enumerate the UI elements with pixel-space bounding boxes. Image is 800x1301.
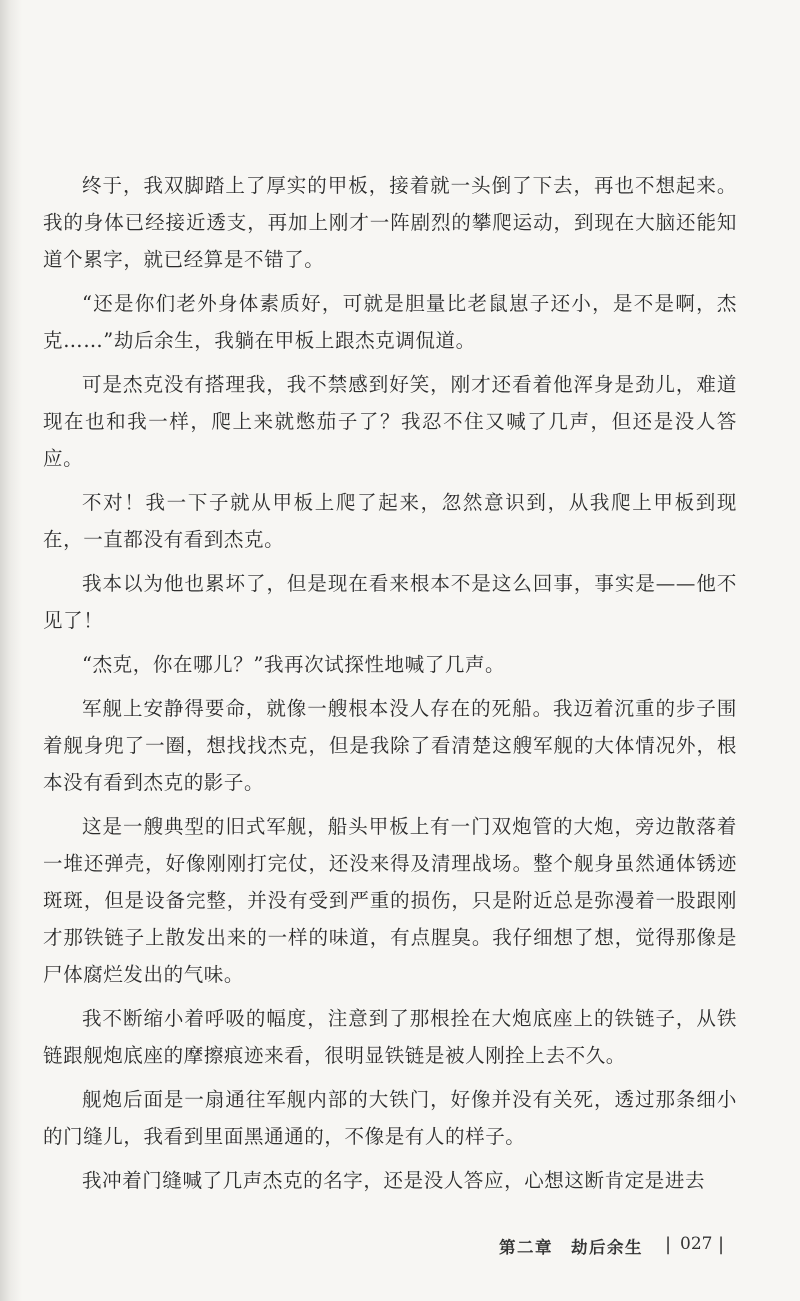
paragraph-11: 我冲着门缝喊了几声杰克的名字，还是没人答应，心想这断肯定是进去 — [82, 1169, 706, 1192]
paragraph-8: 这是一艘典型的旧式军舰，船头甲板上有一门双炮管的大炮，旁边散落着一堆还弹壳，好像刚刚打完仗，还没来得及清理战场。整个舰身虽然通体锈迹斑斑，但是设备完整，并没有受到严重的损伤，只是附近总是弥漫着一股跟刚才那铁链子上散发出来的一样的味道，有点腥臭。我仔细想了想，觉得那像是尸体腐烂发出的气味。 — [43, 815, 737, 986]
paragraph-1: 终于，我双脚踏上了厚实的甲板，接着就一头倒了下去，再也不想起来。我的身体已经接近透支，再加上刚才一阵剧烈的攀爬运动，到现在大脑还能知道个累字，就已经算是不错了。 — [43, 174, 737, 271]
paragraph-7: 军舰上安静得要命，就像一艘根本没人存在的死船。我迈着沉重的步子围着舰身兜了一圈，想找找杰克，但是我除了看清楚这艘军舰的大体情况外，根本没有看到杰克的影子。 — [43, 697, 737, 794]
footer-divider-right: | — [718, 1234, 725, 1255]
paragraph-4: 不对！我一下子就从甲板上爬了起来，忽然意识到，从我爬上甲板到现在，一直都没有看到杰克。 — [43, 491, 737, 551]
paragraph-3: 可是杰克没有搭理我，我不禁感到好笑，刚才还看着他浑身是劲儿，难道现在也和我一样，爬上来就憋茄子了？我忍不住又喊了几声，但还是没人答应。 — [43, 373, 737, 470]
chapter-title: 第二章 劫后余生 — [499, 1238, 643, 1257]
paragraph-10: 舰炮后面是一扇通往军舰内部的大铁门，好像并没有关死，透过那条细小的门缝儿，我看到里面黑通通的，不像是有人的样子。 — [43, 1088, 737, 1148]
paragraph-5: 我本以为他也累坏了，但是现在看来根本不是这么回事，事实是——他不见了！ — [43, 572, 737, 632]
page-body — [43, 167, 737, 1206]
page-gutter-shadow — [0, 0, 22, 1301]
page-number: 027 — [680, 1234, 713, 1254]
paragraph-6: “杰克，你在哪儿？”我再次试探性地喊了几声。 — [82, 653, 506, 676]
footer-divider-left: | — [665, 1234, 672, 1255]
paragraph-2: “还是你们老外身体素质好，可就是胆量比老鼠崽子还小，是不是啊，杰克……”劫后余生，我躺在甲板上跟杰克调侃道。 — [43, 292, 737, 352]
page-footer — [0, 1234, 800, 1264]
paragraph-9: 我不断缩小着呼吸的幅度，注意到了那根拴在大炮底座上的铁链子，从铁链跟舰炮底座的摩擦痕迹来看，很明显铁链是被人刚拴上去不久。 — [43, 1007, 737, 1067]
